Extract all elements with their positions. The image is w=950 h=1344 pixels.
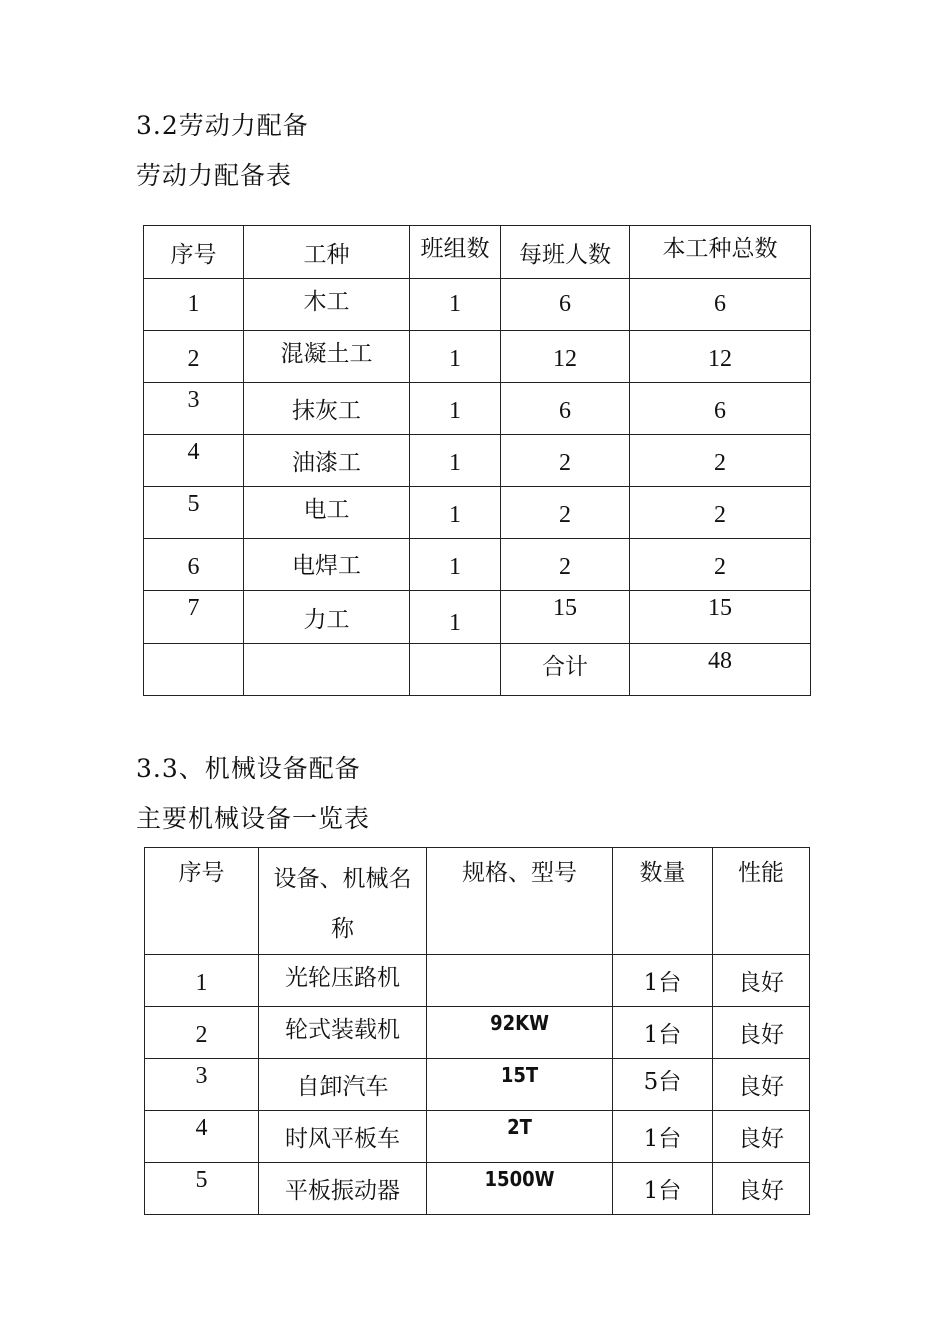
table-cell: 6 xyxy=(501,279,630,331)
labor-table xyxy=(143,225,811,696)
table-cell: 1 xyxy=(410,591,501,644)
table-row xyxy=(145,955,810,1007)
table-cell: 2 xyxy=(501,435,630,487)
table-row xyxy=(145,1111,810,1163)
table-row xyxy=(145,1007,810,1059)
table-cell: 6 xyxy=(630,383,811,435)
table-cell: 抹灰工 xyxy=(244,383,410,435)
table-cell: 2T xyxy=(427,1111,613,1163)
table-cell: 混凝土工 xyxy=(244,331,410,383)
table-cell: 92KW xyxy=(427,1007,613,1059)
header-cell: 班组数 xyxy=(410,226,501,279)
table-cell: 2 xyxy=(145,1007,259,1059)
table-cell: 轮式装载机 xyxy=(259,1007,427,1059)
table-row xyxy=(144,383,811,435)
table-cell: 5 xyxy=(144,487,244,539)
table-cell: 3 xyxy=(144,383,244,435)
table-cell: 1 xyxy=(410,331,501,383)
table-cell xyxy=(427,955,613,1007)
table-cell: 2 xyxy=(630,435,811,487)
table-cell: 光轮压路机 xyxy=(259,955,427,1007)
table-cell: 2 xyxy=(501,539,630,591)
table-cell: 1 xyxy=(410,279,501,331)
table-cell-empty xyxy=(410,644,501,696)
table-cell: 良好 xyxy=(713,1007,810,1059)
table-cell: 电焊工 xyxy=(244,539,410,591)
table-cell: 6 xyxy=(144,539,244,591)
table-cell: 力工 xyxy=(244,591,410,644)
header-cell: 规格、型号 xyxy=(427,848,613,955)
table-cell: 1 xyxy=(410,539,501,591)
table-cell: 5 xyxy=(145,1163,259,1215)
table-cell: 2 xyxy=(630,487,811,539)
table-row xyxy=(144,435,811,487)
table-cell: 1台 xyxy=(613,955,713,1007)
header-cell: 每班人数 xyxy=(501,226,630,279)
header-cell: 工种 xyxy=(244,226,410,279)
table-cell: 7 xyxy=(144,591,244,644)
table-cell: 15 xyxy=(501,591,630,644)
table-cell: 良好 xyxy=(713,955,810,1007)
table-row xyxy=(144,591,811,644)
header-cell: 本工种总数 xyxy=(630,226,811,279)
table-cell: 12 xyxy=(501,331,630,383)
table-cell: 1 xyxy=(145,955,259,1007)
table-cell: 1 xyxy=(410,435,501,487)
table-cell: 1 xyxy=(144,279,244,331)
table-cell: 1台 xyxy=(613,1163,713,1215)
table-cell: 6 xyxy=(501,383,630,435)
table-cell: 1台 xyxy=(613,1111,713,1163)
table-cell: 4 xyxy=(144,435,244,487)
section-heading-equipment: 3.3、机械设备配备 xyxy=(136,754,361,783)
table-cell: 1 xyxy=(410,487,501,539)
table-cell: 3 xyxy=(145,1059,259,1111)
table-cell-empty xyxy=(144,644,244,696)
table-header-row xyxy=(145,848,810,955)
table-row xyxy=(144,487,811,539)
table-cell: 2 xyxy=(144,331,244,383)
total-label: 合计 xyxy=(501,644,630,696)
table-cell: 4 xyxy=(145,1111,259,1163)
table-cell: 6 xyxy=(630,279,811,331)
table-cell: 良好 xyxy=(713,1163,810,1215)
header-cell: 性能 xyxy=(713,848,810,955)
table-cell: 5台 xyxy=(613,1059,713,1111)
equipment-table xyxy=(144,847,810,1215)
header-cell: 数量 xyxy=(613,848,713,955)
table-cell: 12 xyxy=(630,331,811,383)
table-row xyxy=(144,331,811,383)
header-cell: 序号 xyxy=(145,848,259,955)
table-caption-labor: 劳动力配备表 xyxy=(136,161,293,190)
header-cell: 设备、机械名称 xyxy=(259,848,427,955)
table-cell: 油漆工 xyxy=(244,435,410,487)
table-cell: 2 xyxy=(630,539,811,591)
table-caption-equipment: 主要机械设备一览表 xyxy=(136,804,371,833)
table-row xyxy=(145,1059,810,1111)
table-cell: 15 xyxy=(630,591,811,644)
table-row xyxy=(145,1163,810,1215)
table-cell: 1500W xyxy=(427,1163,613,1215)
section-heading-labor: 3.2劳动力配备 xyxy=(136,111,309,140)
table-cell: 15T xyxy=(427,1059,613,1111)
table-cell: 1 xyxy=(410,383,501,435)
table-cell: 木工 xyxy=(244,279,410,331)
table-cell: 良好 xyxy=(713,1059,810,1111)
total-value: 48 xyxy=(630,644,811,696)
header-cell: 序号 xyxy=(144,226,244,279)
table-cell: 1台 xyxy=(613,1007,713,1059)
table-row xyxy=(144,279,811,331)
table-cell-empty xyxy=(244,644,410,696)
table-header-row xyxy=(144,226,811,279)
table-row xyxy=(144,539,811,591)
table-cell: 时风平板车 xyxy=(259,1111,427,1163)
table-cell: 2 xyxy=(501,487,630,539)
table-cell: 电工 xyxy=(244,487,410,539)
table-cell: 良好 xyxy=(713,1111,810,1163)
table-cell: 自卸汽车 xyxy=(259,1059,427,1111)
table-total-row xyxy=(144,644,811,696)
table-cell: 平板振动器 xyxy=(259,1163,427,1215)
